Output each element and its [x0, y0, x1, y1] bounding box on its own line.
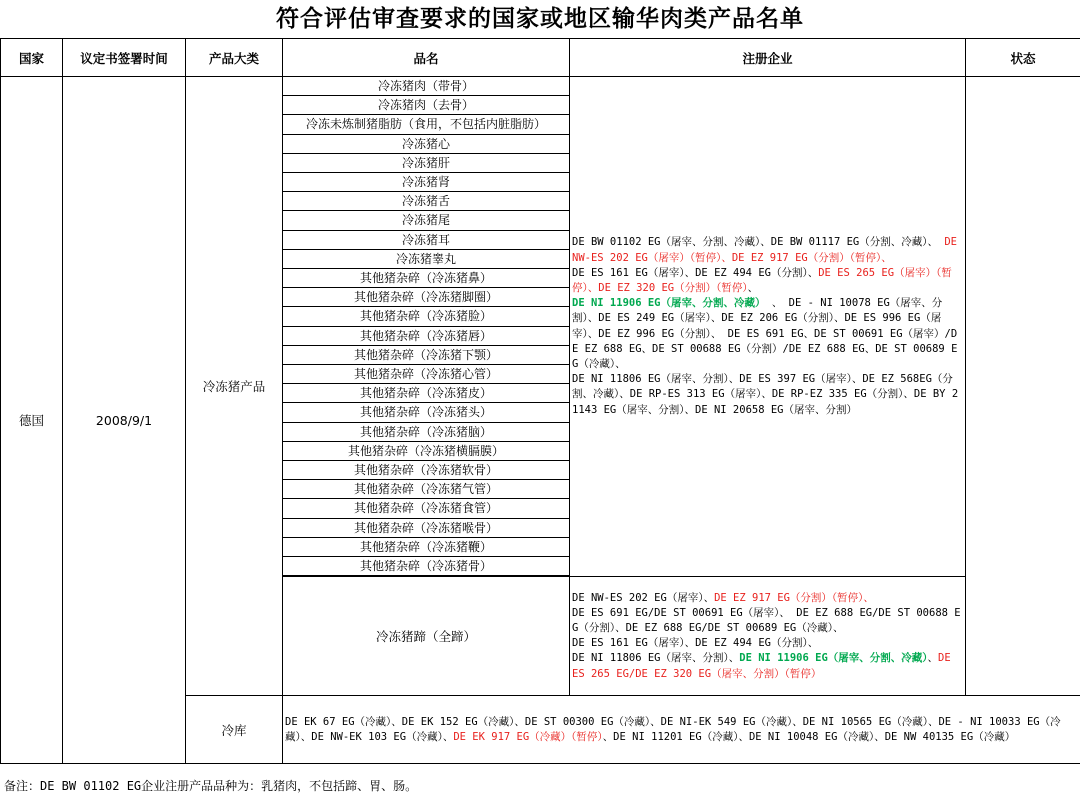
enterprise-text: 、	[747, 282, 759, 295]
header-product: 品名	[283, 39, 570, 77]
enterprise-text: DE ES 691 EG/DE ST 00691 EG（屠宰）、 DE EZ 688 EG/DE ST 00688 EG（分割）、DE EZ 688 EG/DE ST 00689 EG（冷藏）、	[572, 606, 961, 635]
product-name: 冷冻猪耳	[283, 230, 569, 249]
header-enterprise: 注册企业	[570, 39, 966, 77]
product-row	[283, 269, 569, 288]
category-cell-pork: 冷冻猪产品	[186, 77, 283, 696]
product-name: 其他猪杂碎（冷冻猪皮）	[283, 384, 569, 403]
enterprises-storage-cell	[283, 696, 1080, 764]
product-row	[283, 384, 569, 403]
product-name: 其他猪杂碎（冷冻猪唇）	[283, 326, 569, 345]
product-row	[283, 345, 569, 364]
enterprise-text: DE NI 11806 EG（屠宰、分割）、DE ES 397 EG（屠宰）、DE EZ 568EG（分割、冷藏）、DE RP-ES 313 EG（屠宰）、DE RP-EZ 335 EG（分割）、DE BY 21143 EG（屠宰、分割）、DE NI 20658 EG（屠宰、分割）	[572, 373, 959, 416]
enterprise-suspended: DE ES 265 EG/DE EZ 320 EG（屠宰、分割）（暂停）	[572, 652, 951, 680]
enterprise-text: 、	[927, 652, 939, 665]
enterprise-text: DE ES 161 EG（屠宰）、DE EZ 494 EG（分割）、	[572, 266, 819, 279]
product-name: 其他猪杂碎（冷冻猪骨）	[283, 557, 569, 576]
product-name: 其他猪杂碎（冷冻猪下颚）	[283, 345, 569, 364]
product-name: 其他猪杂碎（冷冻猪横膈膜）	[283, 441, 569, 460]
product-row	[283, 192, 569, 211]
product-name: 冷冻猪肉（带骨）	[283, 77, 569, 96]
products-cell	[283, 77, 570, 577]
product-list-table	[0, 38, 1080, 764]
enterprise-text: DE NI 11806 EG（屠宰、分割）、	[572, 652, 740, 665]
product-row	[283, 461, 569, 480]
product-row	[283, 403, 569, 422]
enterprises-trotter-cell	[570, 577, 966, 696]
product-name: 冷冻猪肝	[283, 153, 569, 172]
status-cell	[966, 77, 1080, 696]
enterprise-text: 、 DE - NI 10078 EG（屠宰、分割）、DE ES 249 EG（屠宰）、DE EZ 206 EG（分割）、DE ES 996 EG（屠宰）、DE EZ 996 EG（分割）、 DE ES 691 EG、DE ST 00691 EG（屠宰）/DE EZ 688 EG、DE ST 00688 EG（分割）/DE EZ 688 EG、DE ST 00689 EG（冷藏）、	[572, 297, 958, 371]
header-status: 状态	[966, 39, 1080, 77]
product-row	[283, 307, 569, 326]
product-name: 其他猪杂碎（冷冻猪气管）	[283, 480, 569, 499]
product-name: 冷冻猪舌	[283, 192, 569, 211]
product-row	[283, 537, 569, 556]
product-trotter-cell: 冷冻猪蹄（全蹄）	[283, 577, 570, 696]
table-row	[1, 77, 1080, 577]
product-name: 其他猪杂碎（冷冻猪脑）	[283, 422, 569, 441]
product-row	[283, 173, 569, 192]
product-row	[283, 441, 569, 460]
header-category: 产品大类	[186, 39, 283, 77]
product-row	[283, 480, 569, 499]
product-name: 其他猪杂碎（冷冻猪心管）	[283, 365, 569, 384]
product-name: 其他猪杂碎（冷冻猪脚圈）	[283, 288, 569, 307]
product-name: 冷冻猪睾丸	[283, 249, 569, 268]
product-row	[283, 518, 569, 537]
category-cell-storage: 冷库	[186, 696, 283, 764]
product-row	[283, 211, 569, 230]
product-row	[283, 288, 569, 307]
product-row	[283, 326, 569, 345]
product-row	[283, 115, 569, 134]
enterprise-text: 、DE NI 11201 EG（冷藏）、DE NI 10048 EG（冷藏）、DE NW 40135 EG（冷藏）	[602, 730, 1016, 743]
enterprise-text: DE NW-ES 202 EG（屠宰）、	[572, 591, 715, 604]
enterprise-suspended: DE NW-ES 202 EG（屠宰）（暂停）、DE EZ 917 EG（分割）（暂停）、	[572, 236, 957, 264]
product-name: 其他猪杂碎（冷冻猪鞭）	[283, 537, 569, 556]
product-name: 冷冻猪肉（去骨）	[283, 96, 569, 115]
products-list	[283, 77, 569, 576]
product-row	[283, 557, 569, 576]
product-row	[283, 153, 569, 172]
enterprise-text: DE EK 67 EG（冷藏）、DE EK 152 EG（冷藏）、DE ST 00300 EG（冷藏）、DE NI-EK 549 EG（冷藏）、DE NI 10565 EG（冷藏）、DE - NI 10033 EG（冷藏）、DE NW-EK 103 EG（冷藏）、	[285, 715, 1061, 743]
header-date: 议定书签署时间	[63, 39, 186, 77]
product-name: 冷冻猪肾	[283, 173, 569, 192]
product-row	[283, 77, 569, 96]
product-name: 冷冻猪心	[283, 134, 569, 153]
product-row	[283, 230, 569, 249]
product-name: 其他猪杂碎（冷冻猪软骨）	[283, 461, 569, 480]
product-row	[283, 96, 569, 115]
footnote: 备注：DE BW 01102 EG企业注册产品品种为：乳猪肉，不包括蹄、胃、肠。	[4, 779, 418, 793]
enterprise-suspended: DE EZ 917 EG（分割）（暂停）、	[714, 591, 874, 604]
enterprise-highlight: DE NI 11906 EG（屠宰、分割、冷藏）	[739, 652, 928, 665]
product-row	[283, 134, 569, 153]
enterprise-highlight: DE NI 11906 EG（屠宰、分割、冷藏）	[572, 297, 766, 310]
page-title: 符合评估审查要求的国家或地区输华肉类产品名单	[276, 5, 804, 32]
product-row	[283, 422, 569, 441]
product-row	[283, 249, 569, 268]
product-name: 其他猪杂碎（冷冻猪鼻）	[283, 269, 569, 288]
product-name: 其他猪杂碎（冷冻猪脸）	[283, 307, 569, 326]
enterprise-suspended: DE EK 917 EG（冷藏）（暂停）	[453, 730, 603, 743]
header-row	[1, 39, 1080, 77]
enterprises-main-cell	[570, 77, 966, 577]
header-country: 国家	[1, 39, 63, 77]
product-name: 其他猪杂碎（冷冻猪头）	[283, 403, 569, 422]
product-name: 其他猪杂碎（冷冻猪喉骨）	[283, 518, 569, 537]
enterprise-text: DE ES 161 EG（屠宰）、DE EZ 494 EG（分割）、	[572, 637, 819, 650]
enterprise-text: DE BW 01102 EG（屠宰、分割、冷藏）、DE BW 01117 EG（分割、冷藏）、	[572, 236, 939, 249]
product-name: 冷冻猪尾	[283, 211, 569, 230]
enterprise-suspended: DE ES 265 EG（屠宰）（暂停）、DE EZ 320 EG（分割）（暂停）	[572, 266, 952, 295]
product-row	[283, 365, 569, 384]
product-name: 冷冻未炼制猪脂肪（食用，不包括内脏脂肪）	[283, 115, 569, 134]
product-name: 其他猪杂碎（冷冻猪食管）	[283, 499, 569, 518]
product-row	[283, 499, 569, 518]
date-cell: 2008/9/1	[63, 77, 186, 764]
country-cell: 德国	[1, 77, 63, 764]
